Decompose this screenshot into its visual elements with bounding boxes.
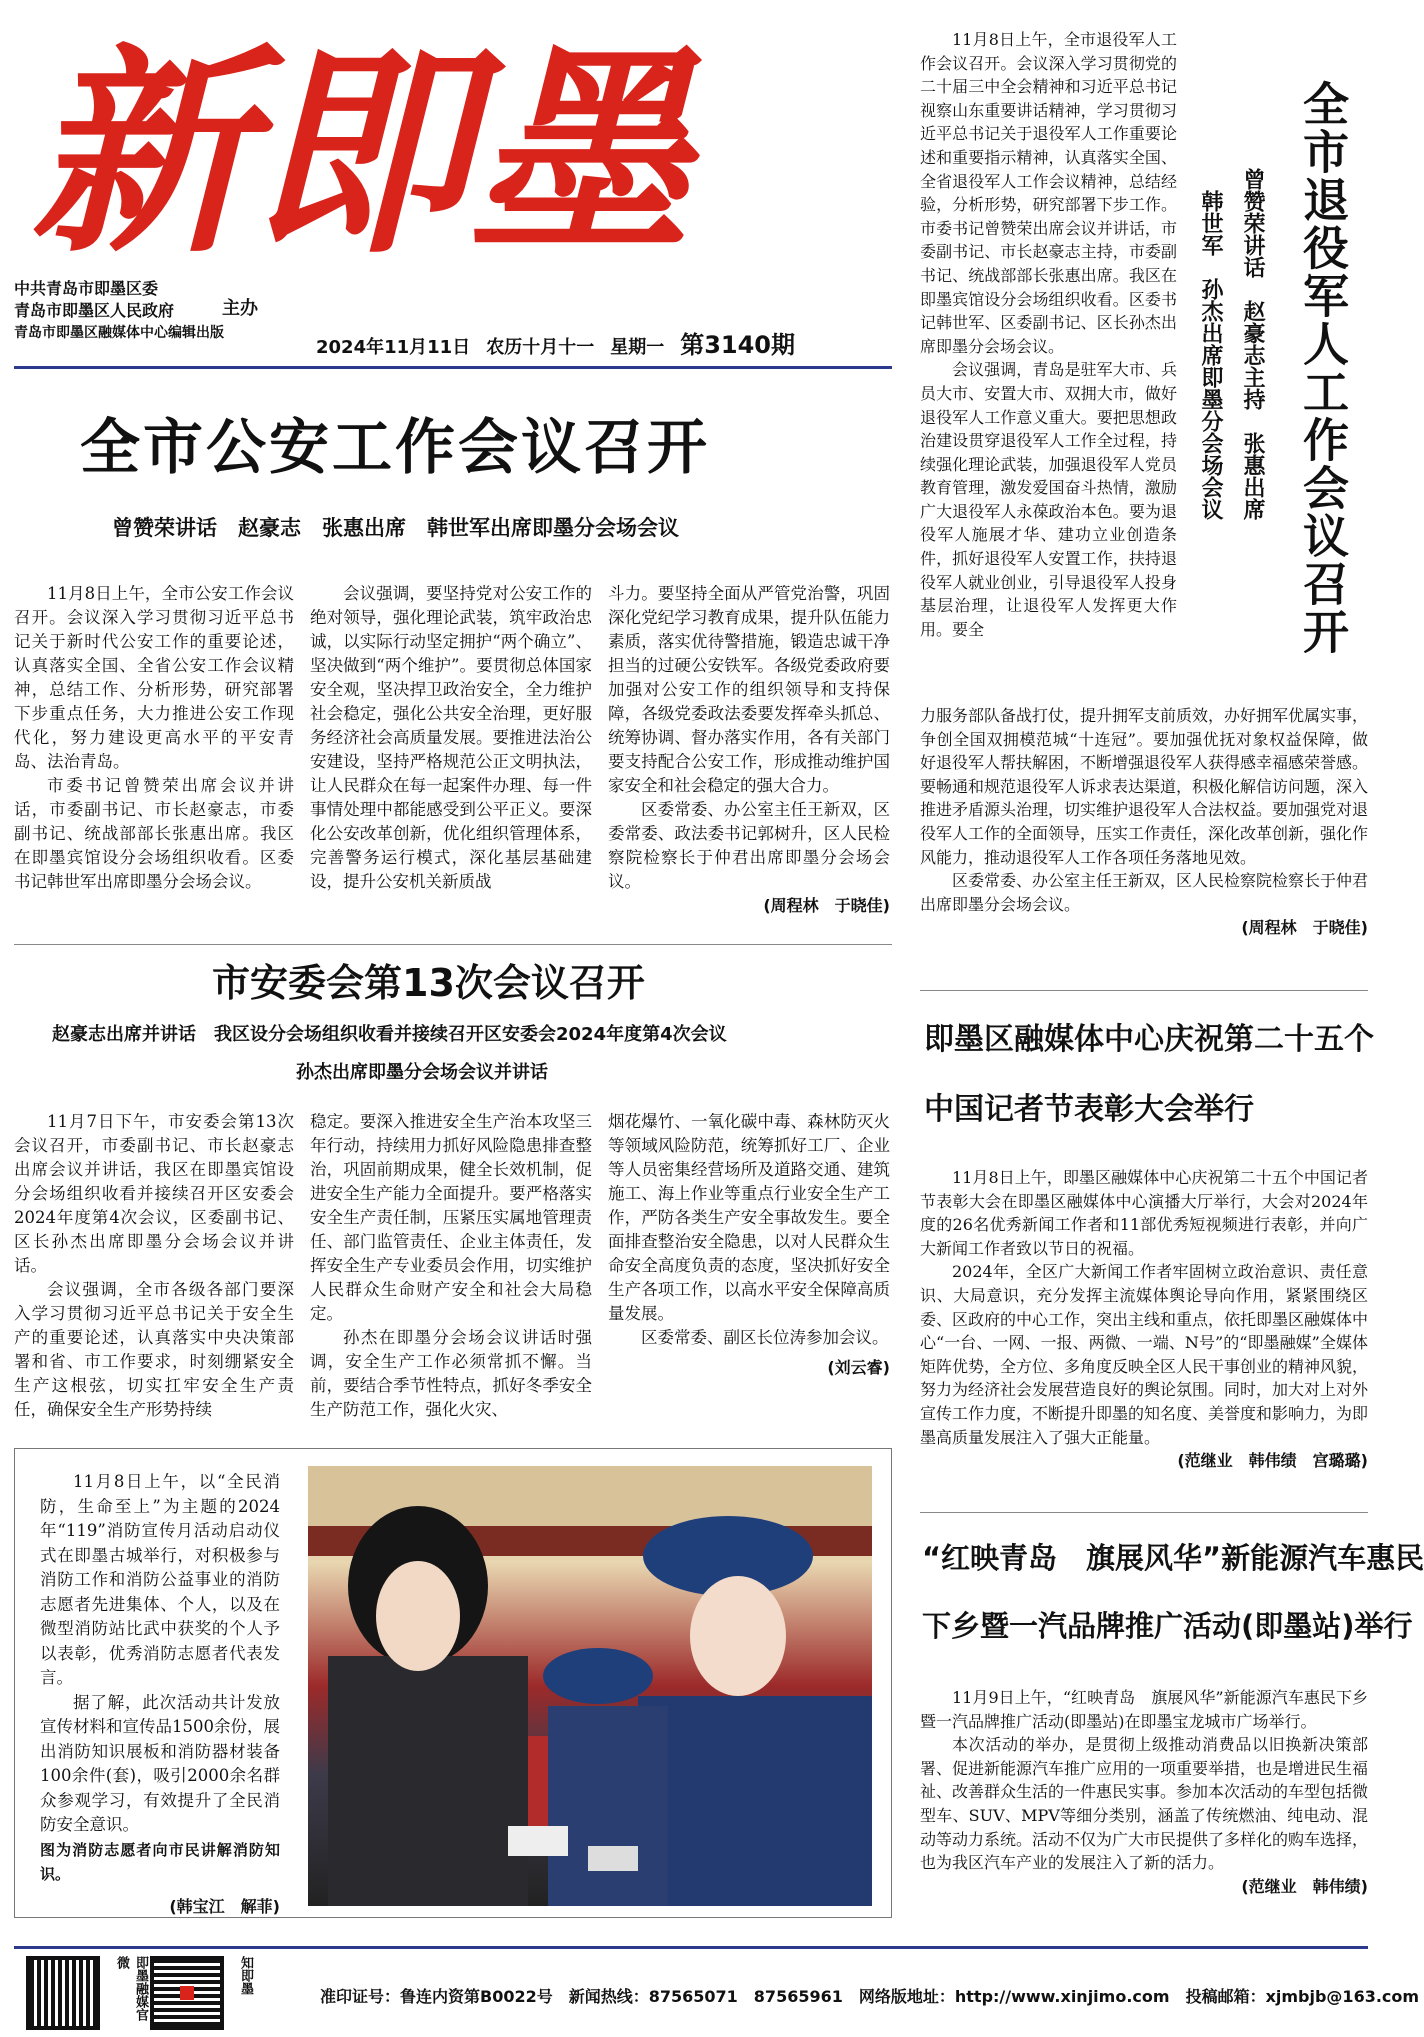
police-col-2 xyxy=(310,582,592,894)
police-byline: (周程林 于晓佳) xyxy=(763,896,890,915)
logo-calligraphy-icon xyxy=(20,20,691,282)
car-headline-2: 下乡暨一汽品牌推广活动(即墨站)举行 xyxy=(922,1609,1413,1643)
masthead-logo xyxy=(20,20,691,282)
safety-paragraph: 烟花爆竹、一氧化碳中毒、森林防灭火等领域风险防范，统筹抓好工厂、企业等人员密集经营场所及道路交通、建筑施工、海上作业等重点行业安全生产工作，严防各类生产安全事故发生。要全面排查整治安全隐患，以对人民群众生命安全高度负责的态度，坚决抓好安全生产各项工作，以高水平安全保障高质量发展。 xyxy=(608,1112,890,1323)
police-divider xyxy=(14,944,892,945)
masthead-rule xyxy=(14,366,892,369)
police-paragraph: 会议强调，要坚持党对公安工作的绝对领导，强化理论武装，筑牢政治忠诚，以实际行动坚定拥护“两个确立”、坚决做到“两个维护”。要贯彻总体国家安全观，坚决捍卫政治安全，全力维护社会稳定，强化公共安全治理，更好服务经济社会高质量发展。要推进法治公安建设，坚持严格规范公正文明执法，让人民群众在每一起案件办理、每一件事情处理中都能感受到公平正义。要深化公安改革创新，优化组织管理体系，完善警务运行模式，深化基层基础建设，提升公安机关新质战 xyxy=(310,584,592,891)
police-paragraph: 区委常委、办公室主任王新双，区委常委、政法委书记郭树升，区人民检察院检察长于仲君出席即墨分会场会议。 xyxy=(608,800,890,891)
weekday: 星期一 xyxy=(610,337,665,358)
police-paragraph: 斗力。要坚持全面从严管党治警，巩固深化党纪学习教育成果，提升队伍能力素质，落实优待警措施，锻造忠诚干净担当的过硬公安铁军。各级党委政府要加强对公安工作的组织领导和支持保障，各级党委政法委要发挥牵头抓总、统筹协调、督办落实作用，各有关部门要支持配合公安工作，形成推动维护国家安全和社会稳定的强大合力。 xyxy=(608,584,890,795)
media-headline-2: 中国记者节表彰大会举行 xyxy=(924,1092,1254,1127)
qr-label-1: 即墨融媒官微 xyxy=(114,1956,148,2021)
sponsor-line-2: 青岛市即墨区人民政府 xyxy=(14,301,175,320)
publisher-line: 青岛市即墨区融媒体中心编辑出版 xyxy=(14,325,224,341)
veterans-paragraph: 会议强调，青岛是驻军大市、兵员大市、安置大市、双拥大市，做好退役军人工作意义重大。要把思想政治建设贯穿退役军人工作全过程，持续强化理论武装，加强退役军人党员教育管理，激发爱国奋斗热情，激励广大退役军人永葆政治本色。要为退役军人施展才华、建功立业创造条件，抓好退役军人安置工作，扶持退役军人就业创业，引导退役军人投身基层治理，让退役军人发挥更大作用。要全 xyxy=(920,360,1177,639)
car-headline-1: “红映青岛 旗展风华”新能源汽车惠民 xyxy=(922,1541,1424,1575)
safety-col-3 xyxy=(608,1110,890,1380)
safety-paragraph: 稳定。要深入推进安全生产治本攻坚三年行动，持续用力抓好风险隐患排查整治，巩固前期成果，健全长效机制，促进安全生产能力全面提升。要严格落实安全生产责任制，压紧压实属地管理责任、部门监管责任、企业主体责任，发挥安全生产专业委员会作用，切实维护人民群众生命财产安全和社会大局稳定。 xyxy=(310,1112,592,1323)
photo-volunteers-icon xyxy=(308,1466,872,1906)
dateline xyxy=(316,325,795,360)
veterans-subhead-1: 曾赞荣讲话 赵豪志主持 张惠出席 xyxy=(1240,168,1265,520)
lunar-date: 农历十月十一 xyxy=(486,337,595,358)
media-body xyxy=(920,1166,1368,1473)
police-col-1 xyxy=(14,582,294,894)
media-byline: (范继业 韩伟绩 宫璐璐) xyxy=(1177,1451,1368,1471)
footer-hotline: 新闻热线：87565071 87565961 xyxy=(568,1987,843,2006)
fire-byline: (韩宝江 解菲) xyxy=(169,1896,280,1916)
fire-photo xyxy=(308,1466,872,1906)
veterans-headline: 全市退役军人工作会议召开 xyxy=(1296,80,1350,656)
media-paragraph: 2024年，全区广大新闻工作者牢固树立政治意识、责任意识、大局意识，充分发挥主流媒体舆论导向作用，紧紧围绕区委、区政府的中心工作，突出主线和重点，依托即墨区融媒体中心“一台、一网、一报、两微、一端、N号”的“即墨融媒”全媒体矩阵优势，全方位、多角度反映全区人民干事创业的精神风貌，努力为经济社会发展营造良好的舆论氛围。同时，加大对上对外宣传工作力度，不断提升即墨的知名度、美誉度和影响力，为即墨高质量发展注入了强大正能量。 xyxy=(920,1262,1369,1447)
footer-rule xyxy=(14,1946,1368,1949)
safety-byline: (刘云睿) xyxy=(827,1358,890,1377)
safety-paragraph: 区委常委、副区长位涛参加会议。 xyxy=(641,1328,889,1347)
safety-paragraph: 11月7日下午，市安委会第13次会议召开，市委副书记、市长赵豪志出席会议并讲话，我区在即墨宾馆设分会场组织收看并接续召开区安委会2024年度第4次会议，区委副书记、区长孙杰出席即墨分会场会议并讲话。 xyxy=(14,1112,294,1275)
safety-paragraph: 会议强调，全市各级各部门要深入学习贯彻习近平总书记关于安全生产的重要论述，认真落实中央决策部署和省、市工作要求，时刻绷紧安全生产这根弦，切实扛牢安全生产责任，确保安全生产形势持续 xyxy=(14,1280,294,1419)
car-paragraph: 本次活动的举办，是贯彻上级推动消费品以旧换新决策部署、促进新能源汽车推广应用的一项重要举措，也是增进民生福祉、改善群众生活的一件惠民实事。参加本次活动的车型包括微型车、SUV、MPV等细分类别，涵盖了传统燃油、纯电动、混动等动力系统。活动不仅为广大市民提供了多样化的购车选择，也为我区汽车产业的发展注入了新的活力。 xyxy=(920,1735,1369,1873)
qr-code-icon xyxy=(150,1956,224,2030)
footer-email[interactable]: 投稿邮箱：xjmbjb@163.com xyxy=(1185,1987,1420,2006)
footer-permit: 准印证号：鲁连内资第B0022号 xyxy=(320,1987,553,2006)
svg-text:新即墨: 新即墨 xyxy=(30,23,691,282)
veterans-subhead-2: 韩世军 孙杰出席即墨分会场会议 xyxy=(1198,190,1223,520)
car-byline: (范继业 韩伟绩) xyxy=(1241,1876,1368,1896)
safety-subhead-2: 孙杰出席即墨分会场会议并讲话 xyxy=(296,1062,548,1083)
car-top-rule xyxy=(920,1512,1368,1513)
media-top-rule xyxy=(920,990,1368,991)
media-headline-1: 即墨区融媒体中心庆祝第二十五个 xyxy=(924,1022,1374,1057)
veterans-paragraph: 力服务部队备战打仗，提升拥军支前质效，办好拥军优属实事，争创全国双拥模范城“十连冠”。要加强优抚对象权益保障，做好退役军人帮扶解困，不断增强退役军人获得感幸福感荣誉感。要畅通和规范退役军人诉求表达渠道，积极化解信访问题，深入推进矛盾源头治理，切实维护退役军人合法权益。要加强党对退役军人工作的全面领导，压实工作责任，深化改革创新，强化作风能力，推动退役军人工作各项任务落地见效。 xyxy=(920,706,1369,867)
police-subhead: 曾赞荣讲话 赵豪志 张惠出席 韩世军出席即墨分会场会议 xyxy=(112,516,679,540)
issue-date: 2024年11月11日 xyxy=(316,337,471,358)
media-paragraph: 11月8日上午，即墨区融媒体中心庆祝第二十五个中国记者节表彰大会在即墨区融媒体中心演播大厅举行，大会对2024年度的26名优秀新闻工作者和11部优秀短视频进行表彰，并向广大新闻工作者致以节日的祝福。 xyxy=(920,1168,1368,1258)
veterans-col-bottom xyxy=(920,704,1368,940)
veterans-paragraph: 区委常委、办公室主任王新双，区人民检察院检察长于仲君出席即墨分会场会议。 xyxy=(920,871,1369,914)
footer-website[interactable]: 网络版地址：http://www.xinjimo.com xyxy=(858,1987,1170,2006)
car-body xyxy=(920,1686,1368,1898)
safety-headline: 市安委会第13次会议召开 xyxy=(212,961,645,1005)
veterans-col-top xyxy=(920,28,1177,641)
sponsor-line-1: 中共青岛市即墨区委 xyxy=(14,279,159,298)
veterans-paragraph: 11月8日上午，全市退役军人工作会议召开。会议深入学习贯彻党的二十届三中全会精神和习近平总书记视察山东重要讲话精神，学习贯彻习近平总书记关于退役军人工作重要论述和重要指示精神，认真落实全国、全省退役军人工作会议精神，总结经验，分析形势，研究部署下步工作。市委书记曾赞荣出席会议并讲话，市委副书记、市长赵豪志主持，市委副书记、统战部部长张惠出席。我区在即墨宾馆设分会场组织收看。区委书记韩世军、区委副书记、区长孙杰出席即墨分会场会议。 xyxy=(920,30,1177,356)
fire-paragraph: 据了解，此次活动共计发放宣传材料和宣传品1500余份，展出消防知识展板和消防器材装备100余件(套)，吸引2000余名群众参观学习，有效提升了全民消防安全意识。 xyxy=(40,1692,280,1834)
safety-subhead-1: 赵豪志出席并讲话 我区设分会场组织收看并接续召开区安委会2024年度第4次会议 xyxy=(52,1024,727,1045)
qr-code-icon xyxy=(26,1956,100,2030)
sponsor-suffix: 主办 xyxy=(222,298,258,319)
veterans-byline: (周程林 于晓佳) xyxy=(1241,918,1368,938)
qr-logo-icon xyxy=(180,1986,194,2000)
police-headline: 全市公安工作会议召开 xyxy=(80,413,710,483)
qr-label-2: 知即墨 xyxy=(238,1956,253,1995)
car-paragraph: 11月9日上午，“红映青岛 旗展风华”新能源汽车惠民下乡暨一汽品牌推广活动(即墨站)在即墨宝龙城市广场举行。 xyxy=(920,1688,1368,1731)
police-col-3 xyxy=(608,582,890,918)
safety-paragraph: 孙杰在即墨分会场会议讲话时强调，安全生产工作必须常抓不懈。当前，要结合季节性特点，抓好冬季安全生产防范工作，强化火灾、 xyxy=(310,1328,592,1419)
issue-number: 第3140期 xyxy=(680,331,795,359)
police-paragraph: 11月8日上午，全市公安工作会议召开。会议深入学习贯彻习近平总书记关于新时代公安工作的重要论述，认真落实全国、全省公安工作会议精神，总结工作、分析形势，研究部署下步重点任务，大力推进公安工作现代化，努力建设更高水平的平安青岛、法治青岛。 xyxy=(14,584,294,771)
safety-col-1 xyxy=(14,1110,294,1422)
fire-paragraph: 11月8日上午，以“全民消防，生命至上”为主题的2024年“119”消防宣传月活动启动仪式在即墨古城举行，对积极参与消防工作和消防公益事业的消防志愿者先进集体、个人，以及在微型消防站比武中获奖的个人予以表彰，优秀消防志愿者代表发言。 xyxy=(40,1472,280,1687)
safety-col-2 xyxy=(310,1110,592,1422)
fire-caption: 图为消防志愿者向市民讲解消防知识。 xyxy=(40,1840,280,1883)
footer-info xyxy=(320,1984,1419,2007)
fire-story-text xyxy=(40,1470,280,1919)
police-paragraph: 市委书记曾赞荣出席会议并讲话，市委副书记、市长赵豪志，市委副书记、统战部部长张惠出席。我区在即墨宾馆设分会场组织收看。区委书记韩世军出席即墨分会场会议。 xyxy=(14,776,294,891)
